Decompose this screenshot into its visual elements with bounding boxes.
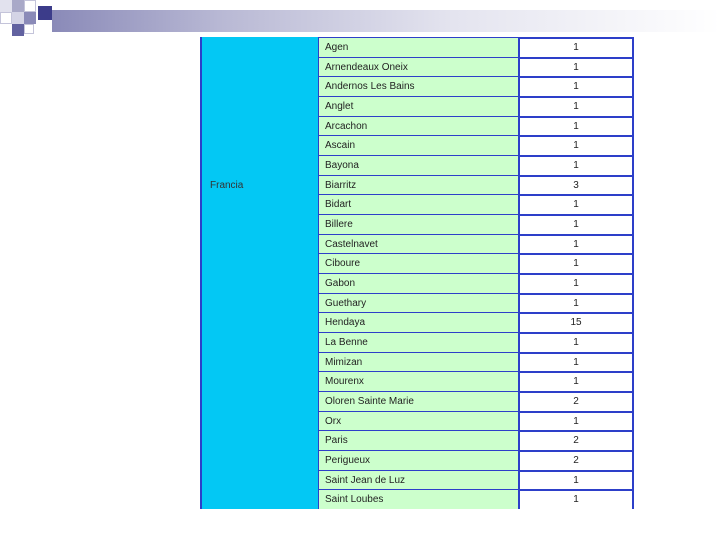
- city-name-cell: Mimizan: [318, 352, 518, 372]
- table-row: [318, 57, 634, 77]
- count-cell: 3: [518, 175, 634, 195]
- corner-squares-decoration: [0, 0, 52, 40]
- city-name-cell: Ciboure: [318, 253, 518, 273]
- table-row: [318, 411, 634, 431]
- city-name-cell: Bidart: [318, 194, 518, 214]
- count-cell: 1: [518, 194, 634, 214]
- count-cell: 1: [518, 57, 634, 77]
- city-name-cell: La Benne: [318, 332, 518, 352]
- table-row: [318, 332, 634, 352]
- count-cell: 1: [518, 234, 634, 254]
- table-row: [318, 135, 634, 155]
- table-row: [318, 76, 634, 96]
- country-label: Francia: [210, 180, 244, 191]
- title-decoration-bar: [52, 10, 720, 32]
- count-cell: 1: [518, 37, 634, 57]
- city-name-cell: Andernos Les Bains: [318, 76, 518, 96]
- city-name-cell: Arnendeaux Oneix: [318, 57, 518, 77]
- count-cell: 1: [518, 273, 634, 293]
- city-name-cell: Biarritz: [318, 175, 518, 195]
- city-name-cell: Guethary: [318, 293, 518, 313]
- city-name-cell: Saint Loubes: [318, 489, 518, 509]
- table-row: [318, 470, 634, 490]
- count-cell: 1: [518, 470, 634, 490]
- country-cell: [200, 37, 318, 509]
- table-row: [318, 116, 634, 136]
- city-name-cell: Saint Jean de Luz: [318, 470, 518, 490]
- city-name-cell: Anglet: [318, 96, 518, 116]
- table-row: [318, 430, 634, 450]
- table-row: [318, 175, 634, 195]
- count-cell: 1: [518, 253, 634, 273]
- table-row: [318, 253, 634, 273]
- table-row: [318, 214, 634, 234]
- city-name-cell: Mourenx: [318, 371, 518, 391]
- count-cell: 1: [518, 332, 634, 352]
- city-name-cell: Hendaya: [318, 312, 518, 332]
- city-name-cell: Bayona: [318, 155, 518, 175]
- table-row: [318, 37, 634, 57]
- count-cell: 2: [518, 391, 634, 411]
- count-cell: 1: [518, 214, 634, 234]
- table-row: [318, 155, 634, 175]
- count-cell: 1: [518, 411, 634, 431]
- count-cell: 1: [518, 116, 634, 136]
- table-row: [318, 312, 634, 332]
- count-cell: 2: [518, 450, 634, 470]
- table-row: [318, 371, 634, 391]
- count-cell: 2: [518, 430, 634, 450]
- count-cell: 1: [518, 155, 634, 175]
- city-name-cell: Castelnavet: [318, 234, 518, 254]
- table-row: [318, 391, 634, 411]
- city-name-cell: Arcachon: [318, 116, 518, 136]
- table-row: [318, 273, 634, 293]
- city-name-cell: Oloren Sainte Marie: [318, 391, 518, 411]
- city-name-cell: Agen: [318, 37, 518, 57]
- city-name-cell: Perigueux: [318, 450, 518, 470]
- count-cell: 1: [518, 135, 634, 155]
- city-name-cell: Gabon: [318, 273, 518, 293]
- count-cell: 1: [518, 96, 634, 116]
- count-cell: 1: [518, 293, 634, 313]
- table-row: [318, 352, 634, 372]
- city-count-table: [200, 37, 634, 509]
- table-row: [318, 293, 634, 313]
- count-cell: 1: [518, 371, 634, 391]
- table-row: [318, 234, 634, 254]
- table-row: [318, 194, 634, 214]
- count-cell: 1: [518, 489, 634, 509]
- table-row: [318, 450, 634, 470]
- city-name-cell: Billere: [318, 214, 518, 234]
- count-cell: 1: [518, 352, 634, 372]
- city-name-cell: Paris: [318, 430, 518, 450]
- count-cell: 1: [518, 76, 634, 96]
- table-row: [318, 489, 634, 509]
- count-cell: 15: [518, 312, 634, 332]
- table-row: [318, 96, 634, 116]
- city-name-cell: Ascain: [318, 135, 518, 155]
- city-name-cell: Orx: [318, 411, 518, 431]
